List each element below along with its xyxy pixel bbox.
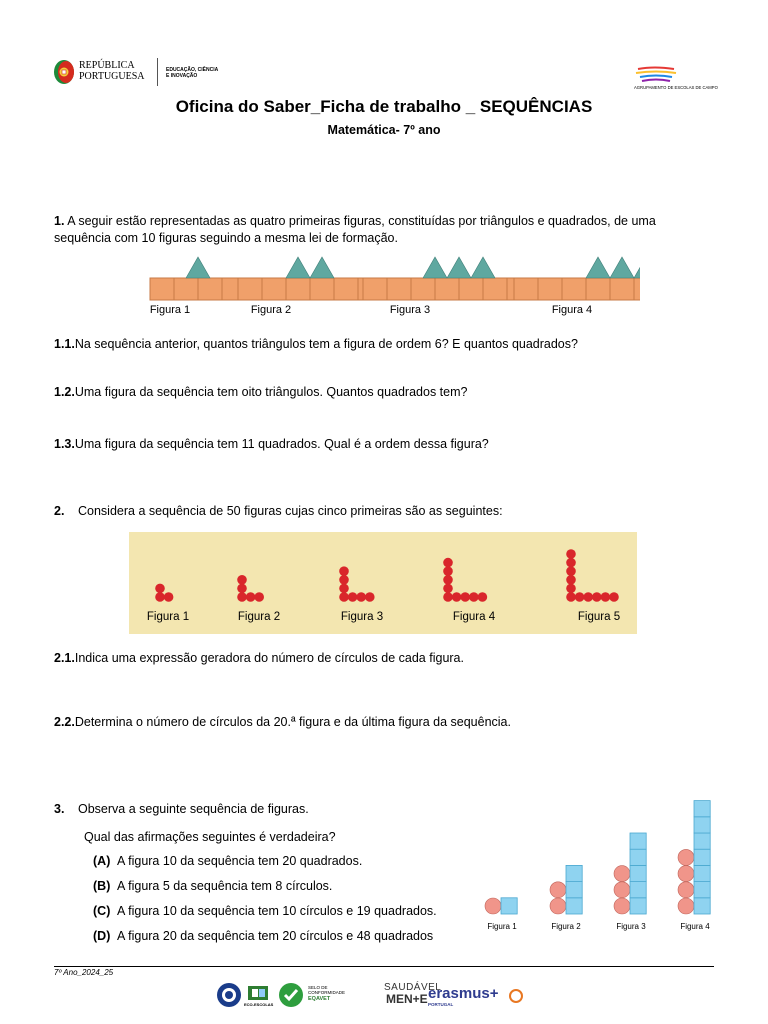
q1-square — [286, 278, 310, 300]
q2-1-text: Indica uma expressão geradora do número de círculos de cada figura. — [74, 651, 464, 665]
q1-triangle — [447, 257, 471, 278]
q3-figure-sequence — [482, 796, 718, 934]
q3-square — [566, 882, 582, 898]
q1-text-line2: sequência com 10 figuras seguindo a mesma lei de formação. — [54, 231, 398, 245]
q3-figure-label-4: Figura 4 — [680, 922, 710, 931]
school-name: AGRUPAMENTO DE ESCOLAS DE CAMPO — [634, 85, 718, 90]
q1-1-number: 1.1. — [54, 337, 75, 351]
q3-question: Qual das afirmações seguintes é verdadeira? — [84, 830, 336, 844]
q2-circle — [339, 592, 349, 602]
q3-line — [54, 801, 309, 818]
q2-2-number: 2.2. — [54, 715, 75, 729]
q2-figure-label-1: Figura 1 — [146, 611, 190, 623]
q2-circle — [155, 592, 165, 602]
q1-3 — [54, 436, 489, 453]
q2-circle — [460, 592, 470, 602]
q3-option-c-label: (C) — [93, 904, 111, 918]
q3-square — [566, 865, 582, 881]
ministry-line1: EDUCAÇÃO, CIÊNCIA — [166, 67, 219, 73]
footer-rule — [54, 966, 714, 967]
q2-circle — [356, 592, 366, 602]
header-divider — [157, 58, 158, 86]
q1-3-number: 1.3. — [54, 437, 75, 451]
republica-line2: PORTUGUESA — [79, 71, 145, 82]
q3-square — [630, 833, 646, 849]
q2-circle — [609, 592, 619, 602]
q3-option-c — [93, 903, 437, 920]
q2-circle — [155, 584, 165, 594]
q2-circle — [452, 592, 462, 602]
q3-text: Observa a seguinte sequência de figuras. — [78, 802, 309, 816]
q3-square — [630, 865, 646, 881]
q2-figure-panel — [129, 532, 637, 634]
q2-circle — [583, 592, 593, 602]
q2-2 — [54, 714, 511, 731]
q3-option-b — [93, 878, 332, 895]
q3-square — [630, 882, 646, 898]
q3-circle — [550, 882, 566, 898]
q1-triangle — [586, 257, 610, 278]
q3-option-b-text: A figura 5 da sequência tem 8 círculos. — [117, 879, 333, 893]
q2-figure-label-3: Figura 3 — [340, 611, 384, 623]
q3-option-d-text: A figura 20 da sequência tem 20 círculos e 48 quadrados — [117, 929, 434, 943]
q3-square — [694, 849, 710, 865]
q3-circle — [614, 882, 630, 898]
q3-option-a-label: (A) — [93, 854, 111, 868]
school-badge-icon — [216, 982, 242, 1008]
q2-figure-label-5: Figura 5 — [577, 611, 621, 623]
q3-option-a — [93, 853, 362, 870]
q3-square — [566, 898, 582, 914]
q2-circle — [566, 566, 576, 576]
q3-circle — [678, 882, 694, 898]
q2-circle — [443, 575, 453, 585]
q3-figure-label-2: Figura 2 — [551, 922, 581, 931]
q1-triangle — [634, 257, 640, 278]
q1-triangle — [286, 257, 310, 278]
q1-square — [334, 278, 358, 300]
q3-option-c-text: A figura 10 da sequência tem 10 círculos e 19 quadrados. — [117, 904, 437, 918]
q2-circle — [246, 592, 256, 602]
q1-2-text: Uma figura da sequência tem oito triângulos. Quantos quadrados tem? — [74, 385, 468, 399]
q2-1-number: 2.1. — [54, 651, 75, 665]
q2-circle — [348, 592, 358, 602]
q1-triangle — [471, 257, 495, 278]
q2-circle — [443, 592, 453, 602]
q1-3-text: Uma figura da sequência tem 11 quadrados. Qual é a ordem dessa figura? — [74, 437, 489, 451]
q1-square — [538, 278, 562, 300]
q2-circle — [566, 575, 576, 585]
q3-option-b-label: (B) — [93, 879, 111, 893]
q3-square — [694, 898, 710, 914]
q2-circle — [365, 592, 375, 602]
q2-circle — [254, 592, 264, 602]
q2-circle — [575, 592, 585, 602]
saudavel-top: SA — [384, 982, 399, 993]
q2-circle — [237, 575, 247, 585]
q3-option-d-label: (D) — [93, 929, 111, 943]
q1-figure-label-4: Figura 4 — [551, 304, 593, 316]
q1-square — [610, 278, 634, 300]
q3-square — [630, 898, 646, 914]
republica-line1: REPÚBLICA — [79, 60, 135, 71]
q3-square — [501, 898, 517, 914]
q1-figures-group — [150, 257, 640, 300]
eco-escolas-label: ECO-ESCOLAS — [244, 1002, 274, 1007]
republica-emblem-icon — [53, 58, 75, 86]
q3-square — [694, 801, 710, 817]
q2-figures-group — [155, 549, 619, 602]
q2-circle — [237, 584, 247, 594]
q2-circle — [601, 592, 611, 602]
q2-circle — [443, 584, 453, 594]
q2-2-text: Determina o número de círculos da 20.ª figura e da última figura da sequência. — [74, 715, 511, 729]
q2-circle — [339, 566, 349, 576]
selo-line3: EQAVET — [308, 996, 331, 1002]
page-subtitle: Matemática- 7º ano — [327, 123, 441, 137]
q3-option-d — [93, 928, 433, 945]
q1-square — [411, 278, 435, 300]
republica-logo — [53, 58, 163, 86]
q1-figure-sequence — [140, 252, 640, 320]
q3-square — [694, 865, 710, 881]
q2-figure-label-2: Figura 2 — [237, 611, 281, 623]
q1-figure-label-2: Figura 2 — [250, 304, 292, 316]
q1-2-number: 1.2. — [54, 385, 75, 399]
q2-text: Considera a sequência de 50 figuras cujas cinco primeiras são as seguintes: — [78, 504, 503, 518]
q1-square — [174, 278, 198, 300]
erasmus-text: erasmus+ — [428, 985, 499, 1002]
school-logo — [634, 66, 730, 92]
q1-square — [483, 278, 507, 300]
q2-circle — [164, 592, 174, 602]
q1-square — [262, 278, 286, 300]
selo-line1: SELO DE — [308, 985, 328, 990]
q1-square — [238, 278, 262, 300]
q1-square — [514, 278, 538, 300]
q1-figure-label-1: Figura 1 — [149, 304, 191, 316]
q1-square — [562, 278, 586, 300]
q1-figure-label-3: Figura 3 — [389, 304, 431, 316]
q1-square — [586, 278, 610, 300]
q1-triangle — [610, 257, 634, 278]
q1-2 — [54, 384, 467, 401]
q2-circle — [478, 592, 488, 602]
q3-square — [694, 833, 710, 849]
erasmus-star-icon — [508, 988, 524, 1004]
mente-text: MEN+E — [386, 992, 428, 1006]
q3-circle — [550, 898, 566, 914]
q2-circle — [566, 592, 576, 602]
q2-circle — [566, 558, 576, 568]
q2-1 — [54, 650, 464, 667]
q1-number: 1. — [54, 214, 65, 228]
q3-circle — [614, 898, 630, 914]
q1-square — [459, 278, 483, 300]
q2-circle — [339, 575, 349, 585]
q1-line1 — [54, 213, 656, 230]
q1-triangle — [310, 257, 334, 278]
q3-square — [694, 882, 710, 898]
q2-circle — [469, 592, 479, 602]
selo-line2: CONFORMIDADE — [308, 990, 345, 995]
q2-circle — [592, 592, 602, 602]
q2-number: 2. — [54, 504, 65, 518]
q1-square — [198, 278, 222, 300]
footer-year: 7º Ano_2024_25 — [54, 968, 114, 977]
ministry-line2: E INOVAÇÃO — [166, 73, 198, 79]
q2-line — [54, 503, 503, 520]
q3-figures-group — [485, 801, 710, 914]
q3-figure-label-3: Figura 3 — [616, 922, 646, 931]
q3-circle — [485, 898, 501, 914]
q3-square — [630, 849, 646, 865]
q3-square — [694, 817, 710, 833]
q1-triangle — [186, 257, 210, 278]
q1-1 — [54, 336, 578, 353]
q1-triangle — [423, 257, 447, 278]
eco-escolas-icon — [246, 982, 270, 1002]
q3-circle — [678, 866, 694, 882]
q1-1-text: Na sequência anterior, quantos triângulos tem a figura de ordem 6? E quantos quadrados? — [74, 337, 578, 351]
q3-option-a-text: A figura 10 da sequência tem 20 quadrados. — [117, 854, 363, 868]
page-title: Oficina do Saber_Ficha de trabalho _ SEQUÊNCIAS — [175, 97, 593, 116]
q1-square — [150, 278, 174, 300]
footer-logos — [216, 980, 536, 1010]
q3-circle — [678, 849, 694, 865]
q1-square — [387, 278, 411, 300]
q2-circle — [339, 584, 349, 594]
eqavet-check-icon — [278, 982, 304, 1008]
q1-square — [310, 278, 334, 300]
q3-circle — [614, 866, 630, 882]
q2-circle — [237, 592, 247, 602]
q3-number: 3. — [54, 802, 65, 816]
q3-figure-label-1: Figura 1 — [487, 922, 517, 931]
q2-circle — [566, 549, 576, 559]
q2-figure-svg — [129, 532, 637, 634]
q1-square — [363, 278, 387, 300]
saudavel-rest: UDÁVEL — [398, 982, 442, 993]
q1-square — [435, 278, 459, 300]
q1-square — [634, 278, 640, 300]
q2-circle — [443, 566, 453, 576]
portugal-text: PORTUGAL — [428, 1002, 454, 1007]
q2-figure-label-4: Figura 4 — [452, 611, 496, 623]
q2-circle — [566, 584, 576, 594]
q3-circle — [678, 898, 694, 914]
q1-text-line1: A seguir estão representadas as quatro primeiras figuras, constituídas por triângulos e quadrados, de uma — [67, 214, 656, 228]
school-logo-icon — [634, 66, 678, 84]
q2-circle — [443, 558, 453, 568]
